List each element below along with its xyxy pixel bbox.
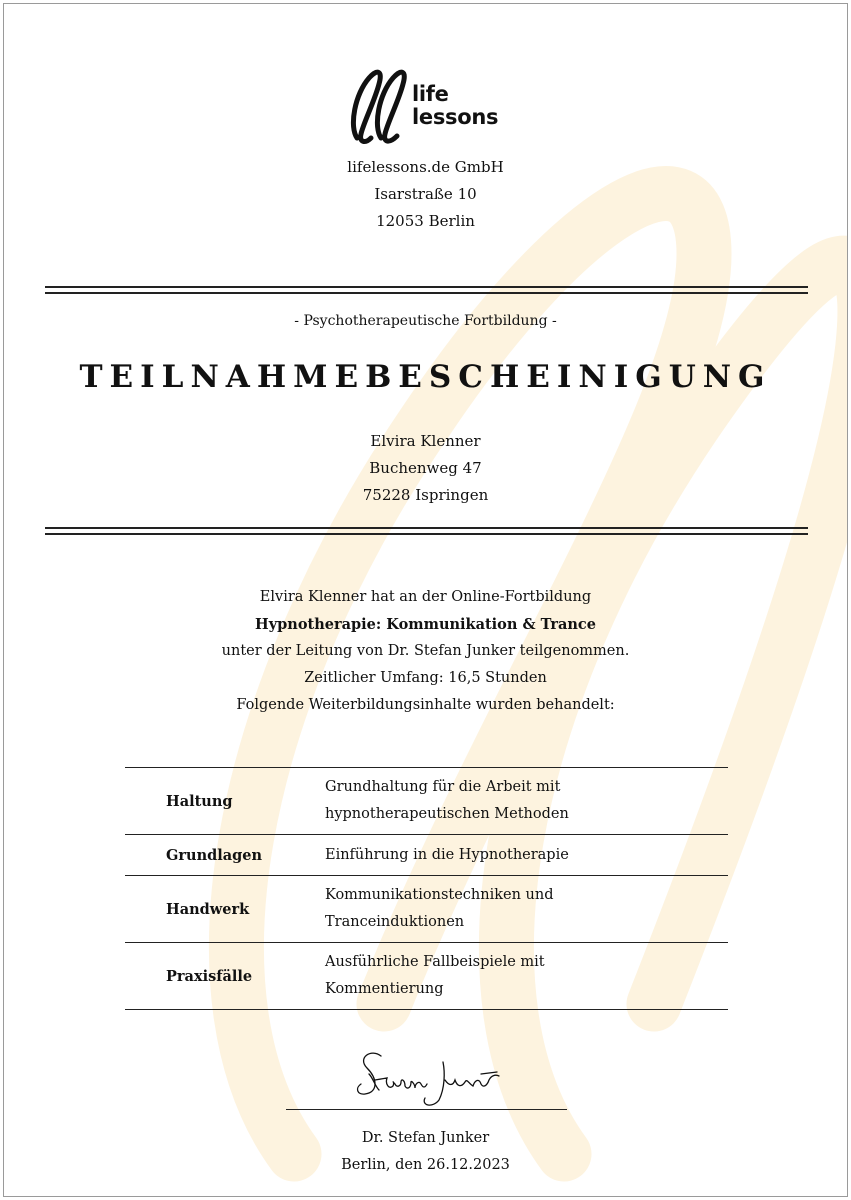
place-date: Berlin, den 26.12.2023 (341, 1157, 510, 1173)
company-street: Isarstraße 10 (374, 185, 477, 203)
topic-name: Haltung (166, 792, 233, 810)
recipient-name: Elvira Klenner (370, 432, 481, 450)
table-row (125, 876, 728, 943)
statement-line-5: Folgende Weiterbildungsinhalte wurden behandelt: (236, 697, 615, 713)
statement-line-3: unter der Leitung von Dr. Stefan Junker teilgenommen. (221, 643, 630, 659)
document-subtitle: - Psychotherapeutische Fortbildung - (294, 313, 557, 329)
handwritten-signature (349, 1044, 509, 1114)
company-name: lifelessons.de GmbH (347, 158, 504, 176)
topic-description: Kommunikationstechniken und Tranceinduktionen (325, 887, 554, 930)
divider-mid-1 (45, 527, 808, 529)
statement-duration: Zeitlicher Umfang: 16,5 Stunden (304, 670, 547, 686)
topics-table (125, 767, 728, 1010)
topic-description: Grundhaltung für die Arbeit mit hypnotherapeutischen Methoden (325, 779, 569, 822)
document-title: TEILNAHMEBESCHEINIGUNG (79, 359, 772, 395)
topic-name: Praxisfälle (166, 967, 253, 985)
certificate-page (3, 3, 848, 1197)
divider-top-2 (45, 292, 808, 294)
topic-description: Ausführliche Fallbeispiele mit Kommentierung (325, 954, 545, 997)
statement-line-1: Elvira Klenner hat an der Online-Fortbildung (259, 589, 592, 605)
signature-line (286, 1109, 567, 1110)
company-city: 12053 Berlin (376, 212, 475, 230)
recipient-street: Buchenweg 47 (369, 459, 482, 477)
divider-top-1 (45, 286, 808, 288)
divider-mid-2 (45, 533, 808, 535)
course-title: Hypnotherapie: Kommunikation & Trance (255, 616, 596, 633)
company-logo (347, 64, 517, 149)
topic-name: Handwerk (166, 900, 250, 918)
table-row (125, 768, 728, 835)
table-row (125, 943, 728, 1010)
ll-logo-icon (347, 64, 411, 149)
topic-name: Grundlagen (166, 846, 263, 864)
logo-word-lessons: lessons (412, 105, 499, 129)
signer-name: Dr. Stefan Junker (361, 1130, 490, 1146)
logo-word-life: life (412, 82, 449, 106)
table-row (125, 835, 728, 876)
recipient-city: 75228 Ispringen (362, 486, 489, 504)
topic-description: Einführung in die Hypnotherapie (325, 846, 569, 863)
